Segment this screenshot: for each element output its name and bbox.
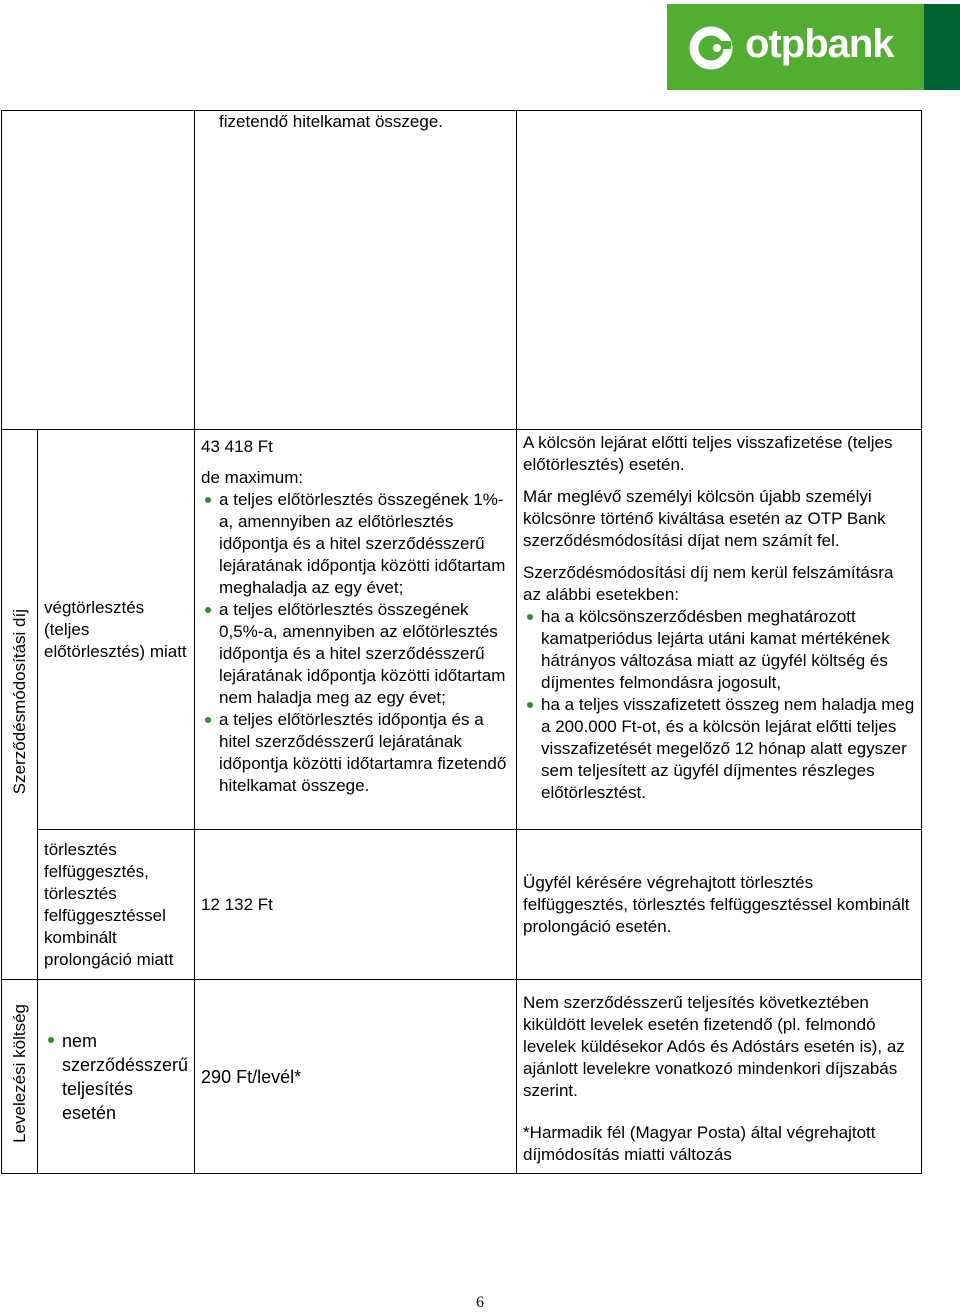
- suspension-trigger: törlesztés felfüggesztés, törlesztés felfüggesztéssel kombinált prolongáció miatt: [44, 839, 174, 969]
- list-item: a teljes előtörlesztés összegének 1%-a, amennyiben az előtörlesztés időpontja és a hitel szerződésszerű lejáratának időpontja közötti időtartam meghaladja az egy évet;: [201, 489, 510, 599]
- prepayment-max-intro: de maximum:: [201, 468, 304, 487]
- suspension-amount: 12 132 Ft: [201, 894, 273, 914]
- letters-trigger: nem szerződésszerű teljesítés esetén: [44, 1029, 188, 1125]
- exemption-list: [523, 606, 915, 804]
- section-label-letters: Levelezési költség: [2, 980, 38, 1174]
- otp-bank-logo: [667, 4, 960, 90]
- suspension-amount-cell: [195, 830, 517, 980]
- letters-condition-cell: [517, 980, 922, 1174]
- prepayment-condition-cell: [517, 430, 922, 830]
- list-item: a teljes előtörlesztés összegének 0,5%-a, amennyiben az előtörlesztés időpontja és a hitel szerződésszerű lejáratának időpontja közötti időtartam nem haladja meg az egy évet;: [201, 599, 510, 709]
- condition-paragraph: Szerződésmódosítási díj nem kerül felszámításra az alábbi esetekben:: [523, 563, 894, 604]
- continuation-empty-cell: [2, 111, 195, 430]
- logo-dark-band: [924, 4, 960, 90]
- list-item: ha a teljes visszafizetett összeg nem haladja meg a 200.000 Ft-ot, és a kölcsön lejárat előtti teljes visszafizetését megelőző 12 hónap alatt egyszer sem teljesített az ügyfél díjmentes részleges előtörlesztést.: [523, 694, 915, 804]
- list-item: ha a kölcsönszerződésben meghatározott kamatperiódus lejárta utáni kamat mértékének hátrányos változása miatt az ügyfél költség és díjmentes felmondásra jogosult,: [523, 606, 915, 694]
- suspension-condition: Ügyfél kérésére végrehajtott törlesztés felfüggesztés, törlesztés felfüggesztéssel kombinált prolongáció esetén.: [523, 872, 910, 936]
- table-row-letters: [2, 980, 922, 1174]
- condition-paragraph: A kölcsön lejárat előtti teljes visszafizetése (teljes előtörlesztés) esetén.: [523, 433, 893, 474]
- table-row-suspension: [2, 830, 922, 980]
- otp-logo-mark-icon: [687, 24, 735, 72]
- condition-paragraph: Már meglévő személyi kölcsön újabb személyi kölcsönre történő kiváltása esetén az OTP Bank szerződésmódosítási díjat nem számít fel.: [523, 487, 886, 550]
- suspension-trigger-cell: [38, 830, 195, 980]
- page-number: 6: [476, 1294, 484, 1311]
- section-label-contract-modification: Szerződésmódosítási díj: [2, 430, 38, 980]
- prepayment-amount: 43 418 Ft: [201, 437, 273, 456]
- letters-trigger-list: [44, 1029, 188, 1125]
- letters-trigger-cell: [38, 980, 195, 1174]
- letters-condition-text: Nem szerződésszerű teljesítés következtében kiküldött levelek esetén fizetendő (pl. felmondó levelek küldésekor Adós és Adóstárs esetén is), az ajánlott levelekre vonatkozó mindenkori díjszabás szerint.: [523, 993, 905, 1100]
- continuation-right-cell: [517, 111, 922, 430]
- letters-amount-cell: [195, 980, 517, 1174]
- continuation-text-cell: [195, 111, 517, 430]
- prepayment-max-list: [201, 489, 510, 797]
- prepayment-amount-cell: [195, 430, 517, 830]
- fee-table: [1, 110, 922, 1174]
- prepayment-trigger-cell: [38, 430, 195, 830]
- continuation-text: fizetendő hitelkamat összege.: [219, 112, 444, 131]
- letters-amount: 290 Ft/levél*: [201, 1066, 302, 1087]
- letters-condition-note: *Harmadik fél (Magyar Posta) által végrehajtott díjmódosítás miatti változás: [523, 1123, 876, 1164]
- suspension-condition-cell: [517, 830, 922, 980]
- list-item: a teljes előtörlesztés időpontja és a hitel szerződésszerű lejáratának időpontja közötti időtartamra fizetendő hitelkamat összege.: [201, 709, 510, 797]
- table-row-continuation: [2, 111, 922, 430]
- table-row-prepayment: [2, 430, 922, 830]
- prepayment-trigger: végtörlesztés (teljes előtörlesztés) miatt: [44, 597, 187, 661]
- brand-name: otpbank: [745, 22, 894, 66]
